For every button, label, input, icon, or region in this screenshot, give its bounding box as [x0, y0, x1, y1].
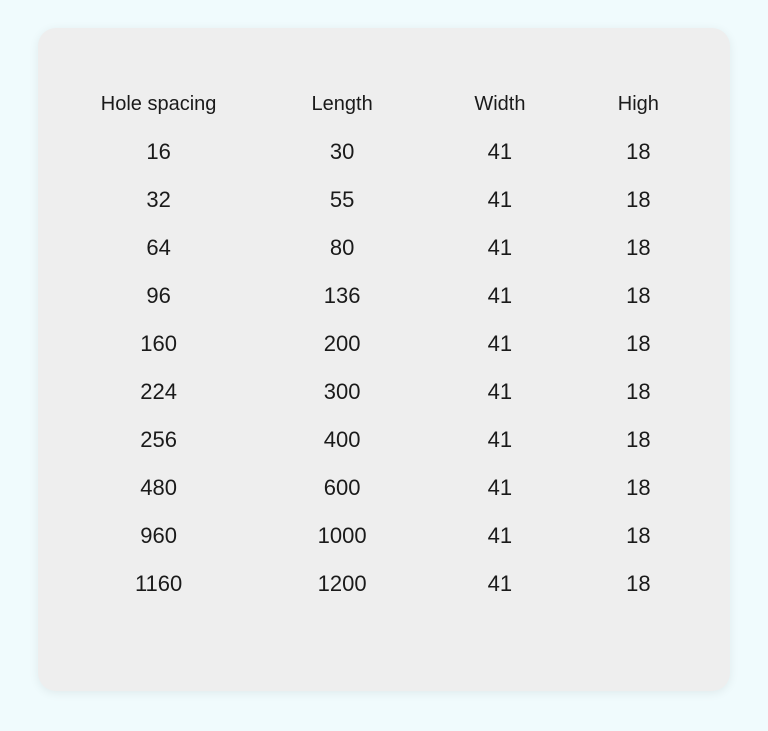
column-header-high: High [617, 92, 659, 115]
spec-card [38, 28, 730, 691]
table-row [62, 368, 706, 416]
table-row [62, 512, 706, 560]
cell-high: 18 [626, 523, 651, 548]
cell-width: 41 [487, 139, 513, 164]
table-header [62, 80, 706, 128]
table-row [62, 320, 706, 368]
cell-high: 18 [626, 235, 651, 260]
cell-high: 18 [626, 331, 651, 356]
cell-width: 41 [487, 523, 513, 548]
cell-high: 18 [626, 187, 651, 212]
cell-hole-spacing: 32 [146, 187, 171, 212]
cell-length: 1200 [317, 571, 367, 596]
specification-table [62, 80, 706, 608]
table-header-row [62, 80, 706, 128]
cell-hole-spacing: 224 [140, 379, 177, 404]
cell-width: 41 [487, 475, 513, 500]
cell-hole-spacing: 64 [146, 235, 171, 260]
table-row [62, 464, 706, 512]
cell-length: 1000 [317, 523, 367, 548]
cell-length: 30 [329, 139, 355, 164]
column-header-width: Width [474, 92, 526, 115]
table-body [62, 128, 706, 608]
cell-hole-spacing: 256 [140, 427, 177, 452]
cell-width: 41 [487, 187, 513, 212]
cell-high: 18 [626, 475, 651, 500]
column-header-hole-spacing: Hole spacing [100, 92, 217, 115]
table-row [62, 224, 706, 272]
cell-high: 18 [626, 379, 651, 404]
table-row [62, 416, 706, 464]
cell-hole-spacing: 96 [146, 283, 171, 308]
cell-length: 136 [323, 283, 361, 308]
table-row [62, 272, 706, 320]
cell-high: 18 [626, 139, 651, 164]
cell-length: 400 [323, 427, 361, 452]
cell-hole-spacing: 16 [146, 139, 171, 164]
cell-hole-spacing: 960 [140, 523, 177, 548]
cell-width: 41 [487, 379, 513, 404]
table-row [62, 560, 706, 608]
table-row [62, 176, 706, 224]
cell-length: 200 [323, 331, 361, 356]
cell-width: 41 [487, 283, 513, 308]
cell-length: 80 [329, 235, 355, 260]
table-row [62, 128, 706, 176]
cell-hole-spacing: 480 [140, 475, 177, 500]
column-header-length: Length [311, 92, 373, 115]
cell-length: 55 [329, 187, 355, 212]
cell-width: 41 [487, 331, 513, 356]
cell-width: 41 [487, 235, 513, 260]
cell-width: 41 [487, 571, 513, 596]
cell-hole-spacing: 160 [140, 331, 177, 356]
cell-width: 41 [487, 427, 513, 452]
cell-hole-spacing: 1160 [134, 571, 183, 596]
cell-length: 300 [323, 379, 361, 404]
cell-high: 18 [626, 283, 651, 308]
cell-high: 18 [626, 571, 651, 596]
cell-high: 18 [626, 427, 651, 452]
cell-length: 600 [323, 475, 361, 500]
